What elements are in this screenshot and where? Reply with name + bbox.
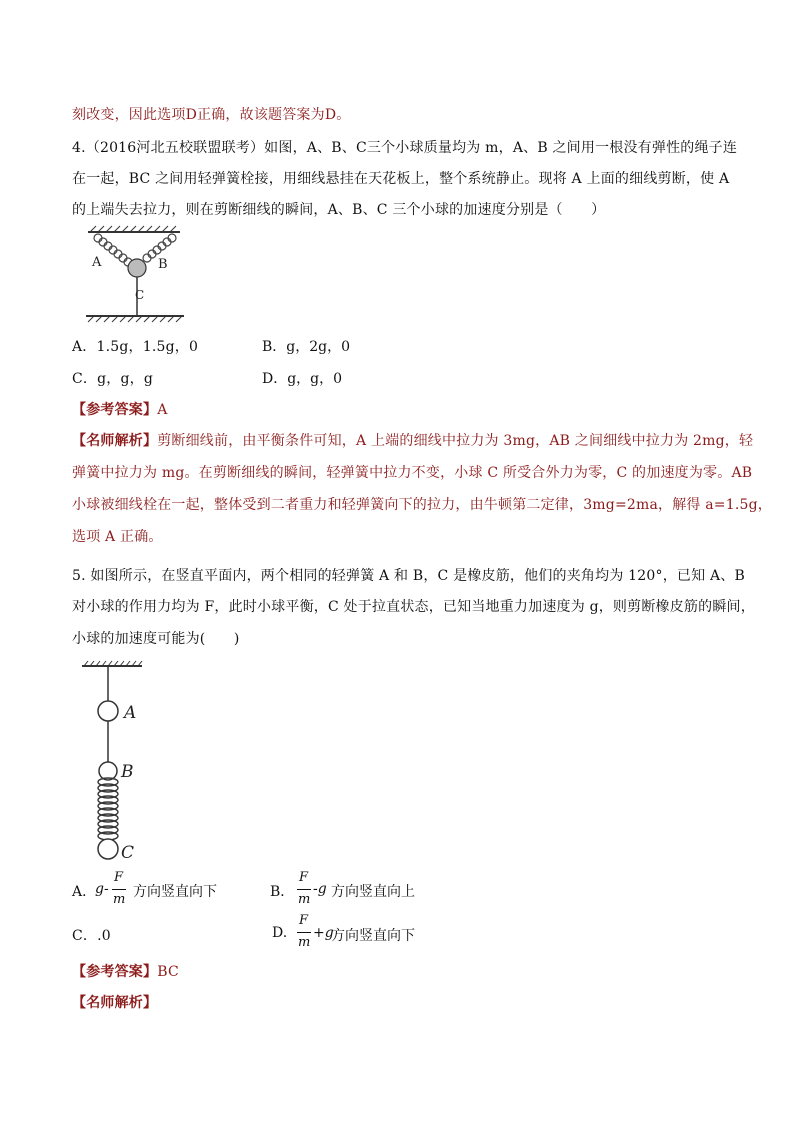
q4-stem-line-1: 4.（2016河北五校联盟联考）如图，A、B、C三个小球质量均为 m，A、B 之间用一根没有弹性的绳子连: [72, 140, 738, 156]
q5-label-a: A: [124, 703, 137, 723]
q5-option-b-bar: [297, 889, 311, 890]
q5-option-b-suffix: 方向竖直向上: [331, 884, 415, 900]
q5-option-a-minus: -: [104, 881, 109, 897]
q4-figure: [80, 224, 190, 328]
q5-option-a-bar: [112, 889, 126, 890]
q5-option-d-prefix: D.: [272, 925, 288, 941]
q5-ball-b: [99, 762, 117, 780]
q5-option-b-den: m: [298, 892, 311, 907]
q5-answer-label: 【参考答案】: [72, 964, 158, 980]
q5-option-b-prefix: B．: [270, 884, 295, 900]
q5-figure: [80, 660, 170, 865]
q4-stem-line-2: 在一起，BC 之间用轻弹簧栓接，用细线悬挂在天花板上，整个系统静止。现将 A 上面的细线剪断，使 A: [72, 171, 730, 187]
q5-analysis-label: 【名师解析】: [72, 995, 158, 1011]
q5-option-a-den: m: [113, 892, 126, 907]
q5-ball-c: [98, 839, 118, 859]
q4-analysis-label: 【名师解析】: [72, 433, 158, 449]
q5-option-d-suffix: 方向竖直向下: [331, 928, 415, 944]
prev-answer-line: 刻改变，因此选项D正确，故该题答案为D。: [72, 107, 351, 123]
q5-stem-line-3: 小球的加速度可能为( ): [72, 631, 240, 647]
q4-analysis-line-1: [72, 430, 753, 450]
q5-answer: BC: [157, 964, 179, 980]
q4-analysis-text-1: 剪断细线前，由平衡条件可知，A 上端的细线中拉力为 3mg，AB 之间细线中拉力为 2mg，轻: [157, 433, 754, 449]
q5-option-c: C．.0: [72, 928, 111, 944]
q5-option-d-den: m: [298, 935, 311, 950]
q4-ball: [128, 259, 146, 277]
q4-label-b: B: [158, 257, 168, 272]
q4-answer-label: 【参考答案】: [72, 402, 158, 418]
q5-answer-line: [72, 961, 179, 981]
q4-analysis-line-4: 选项 A 正确。: [72, 529, 163, 545]
q4-option-b: B．g，2g，0: [262, 339, 351, 355]
q5-option-b-num: F: [299, 870, 309, 885]
q5-option-a-fraction: [112, 870, 126, 910]
q5-ball-a: [98, 701, 118, 721]
q4-answer-line: [72, 399, 168, 419]
q5-option-b-fraction: [297, 870, 311, 910]
q5-option-d-fraction: [297, 913, 311, 953]
q4-option-c: C．g，g，g: [72, 371, 153, 387]
q4-option-d: D．g，g，0: [262, 371, 343, 387]
q5-label-c: C: [121, 843, 135, 863]
q4-label-a: A: [92, 255, 102, 270]
q4-label-c: C: [135, 288, 145, 302]
q5-option-b-mid: -g: [313, 881, 327, 897]
q4-option-a: A．1.5g，1.5g，0: [72, 339, 199, 355]
q5-option-d-mid: +g: [313, 925, 334, 941]
q4-stem-line-3: 的上端失去拉力，则在剪断细线的瞬间，A、B、C 三个小球的加速度分别是（ ）: [72, 202, 606, 218]
q5-option-a-prefix: A．: [72, 884, 97, 900]
q5-option-a-num: F: [114, 870, 124, 885]
q4-analysis-line-2: 弹簧中拉力为 mg。在剪断细线的瞬间，轻弹簧中拉力不变，小球 C 所受合外力为零，C 的加速度为零。AB: [72, 465, 753, 481]
q4-answer: A: [157, 402, 168, 418]
q5-option-d-bar: [297, 932, 311, 933]
q5-stem-line-2: 对小球的作用力均为 F，此时小球平衡，C 处于拉直状态，已知当地重力加速度为 g，则剪断橡皮筋的瞬间，: [72, 599, 755, 615]
q5-option-a-suffix: 方向竖直向下: [133, 884, 217, 900]
q5-option-a-g: g: [95, 881, 104, 897]
q5-label-b: B: [121, 762, 134, 782]
q4-analysis-line-3: 小球被细线栓在一起，整体受到二者重力和轻弹簧向下的拉力，由牛顿第二定律，3mg=2ma，解得 a=1.5g，: [72, 497, 772, 513]
q5-option-d-num: F: [299, 913, 309, 928]
q5-stem-line-1: 5. 如图所示，在竖直平面内，两个相同的轻弹簧 A 和 B，C 是橡皮筋，他们的夹角均为 120°，已知 A、B: [72, 568, 745, 584]
q5-spring: [98, 778, 118, 840]
